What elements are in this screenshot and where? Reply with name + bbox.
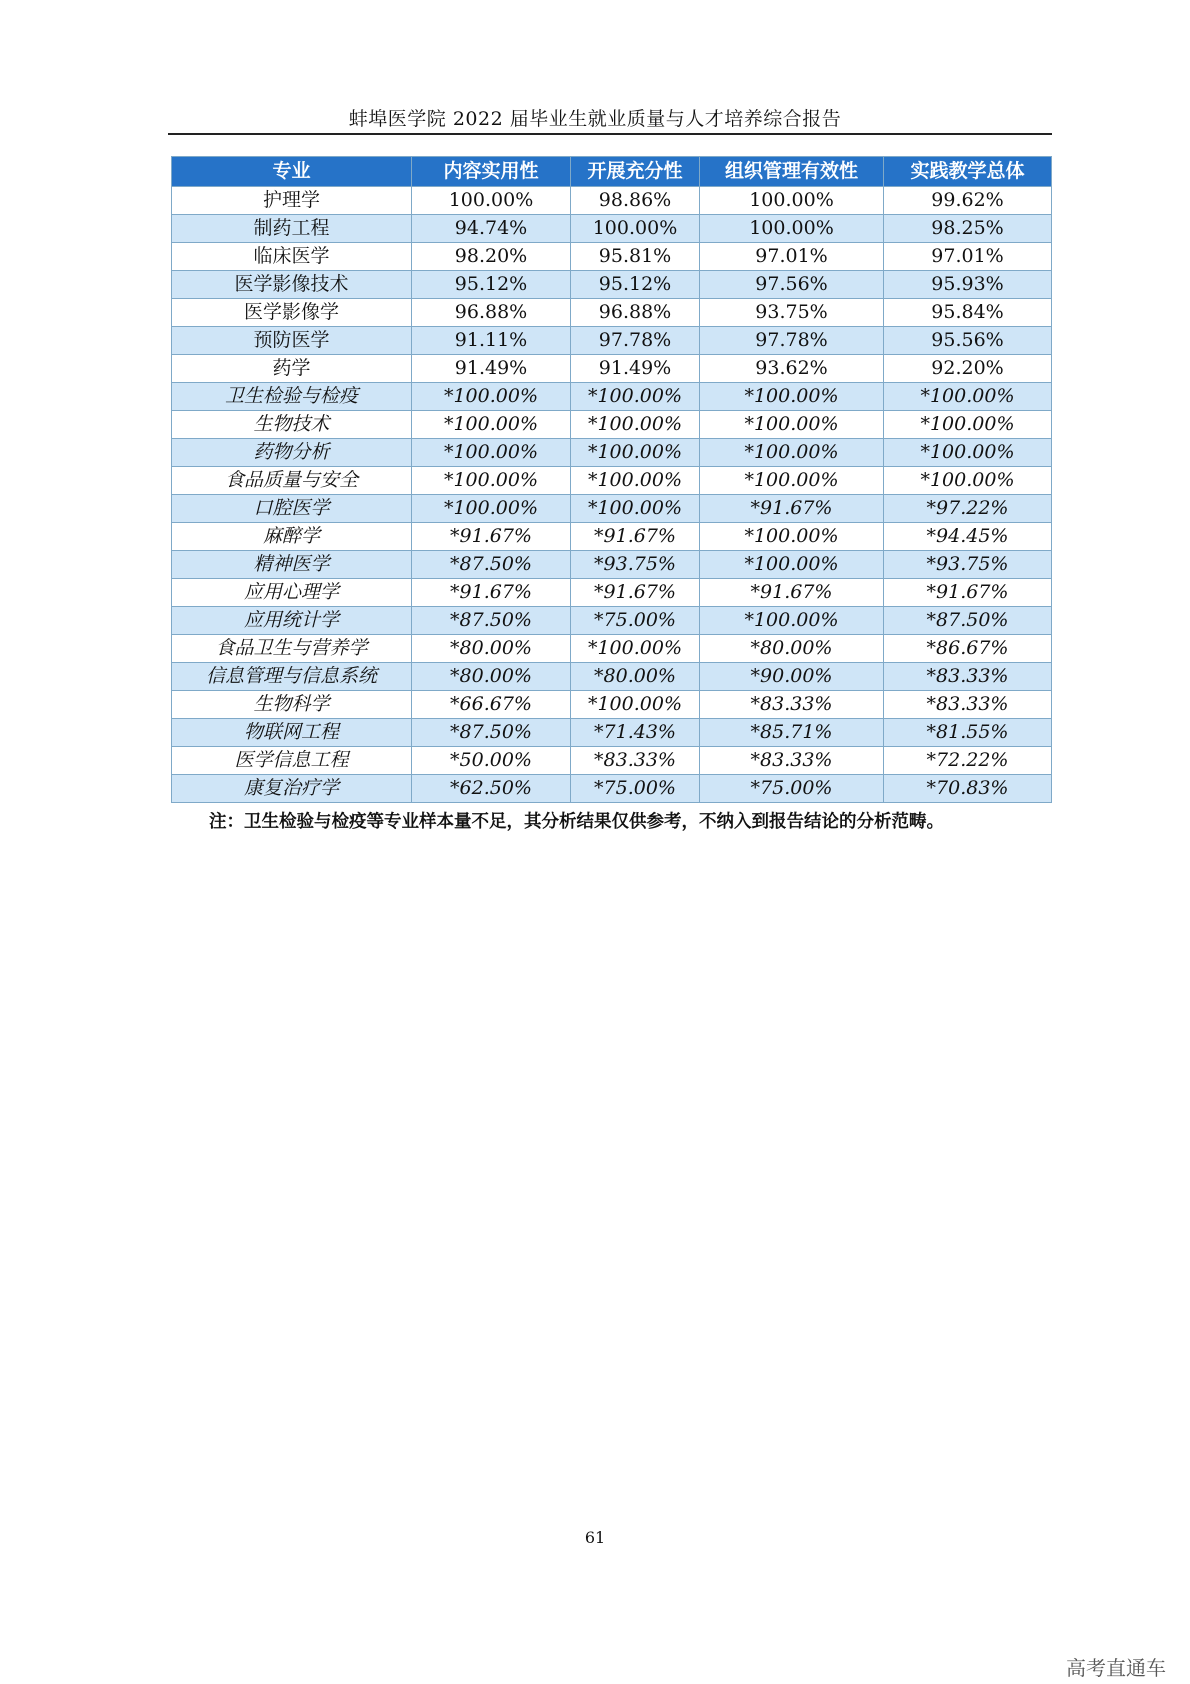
cell-overall: *94.45% (884, 523, 1052, 551)
cell-content-practicality: *87.50% (412, 719, 571, 747)
table-body (172, 187, 1052, 803)
table-row (172, 271, 1052, 299)
practice-teaching-table (171, 156, 1052, 803)
cell-implementation-adequacy: *100.00% (571, 635, 700, 663)
cell-management-effectiveness: *100.00% (700, 411, 884, 439)
table-row (172, 215, 1052, 243)
cell-management-effectiveness: 97.78% (700, 327, 884, 355)
column-header-content-practicality: 内容实用性 (412, 157, 571, 187)
table-row (172, 607, 1052, 635)
cell-overall: 98.25% (884, 215, 1052, 243)
cell-implementation-adequacy: *71.43% (571, 719, 700, 747)
cell-content-practicality: *100.00% (412, 439, 571, 467)
cell-content-practicality: *100.00% (412, 411, 571, 439)
column-header-management-effectiveness: 组织管理有效性 (700, 157, 884, 187)
cell-overall: *100.00% (884, 467, 1052, 495)
cell-content-practicality: 95.12% (412, 271, 571, 299)
cell-management-effectiveness: *85.71% (700, 719, 884, 747)
cell-management-effectiveness: *83.33% (700, 747, 884, 775)
cell-implementation-adequacy: *80.00% (571, 663, 700, 691)
cell-overall: 99.62% (884, 187, 1052, 215)
cell-major: 应用统计学 (172, 607, 412, 635)
cell-content-practicality: *62.50% (412, 775, 571, 803)
cell-management-effectiveness: *91.67% (700, 495, 884, 523)
cell-overall: *100.00% (884, 411, 1052, 439)
cell-management-effectiveness: *91.67% (700, 579, 884, 607)
cell-implementation-adequacy: *75.00% (571, 607, 700, 635)
cell-overall: *100.00% (884, 439, 1052, 467)
cell-implementation-adequacy: *100.00% (571, 383, 700, 411)
cell-major: 制药工程 (172, 215, 412, 243)
table-row (172, 663, 1052, 691)
cell-implementation-adequacy: *100.00% (571, 411, 700, 439)
cell-content-practicality: 96.88% (412, 299, 571, 327)
cell-content-practicality: *80.00% (412, 635, 571, 663)
cell-implementation-adequacy: *93.75% (571, 551, 700, 579)
cell-content-practicality: *91.67% (412, 579, 571, 607)
column-header-overall: 实践教学总体 (884, 157, 1052, 187)
table-row (172, 523, 1052, 551)
cell-implementation-adequacy: 97.78% (571, 327, 700, 355)
cell-overall: *83.33% (884, 663, 1052, 691)
table-row (172, 299, 1052, 327)
cell-implementation-adequacy: *100.00% (571, 691, 700, 719)
cell-overall: *81.55% (884, 719, 1052, 747)
cell-implementation-adequacy: *75.00% (571, 775, 700, 803)
cell-management-effectiveness: 93.62% (700, 355, 884, 383)
cell-content-practicality: *66.67% (412, 691, 571, 719)
cell-management-effectiveness: *80.00% (700, 635, 884, 663)
cell-content-practicality: *100.00% (412, 383, 571, 411)
cell-content-practicality: *80.00% (412, 663, 571, 691)
cell-management-effectiveness: 93.75% (700, 299, 884, 327)
cell-overall: *97.22% (884, 495, 1052, 523)
cell-major: 药学 (172, 355, 412, 383)
cell-major: 食品卫生与营养学 (172, 635, 412, 663)
cell-content-practicality: *91.67% (412, 523, 571, 551)
cell-content-practicality: 94.74% (412, 215, 571, 243)
column-header-major: 专业 (172, 157, 412, 187)
cell-management-effectiveness: *100.00% (700, 551, 884, 579)
cell-management-effectiveness: 97.56% (700, 271, 884, 299)
cell-major: 麻醉学 (172, 523, 412, 551)
cell-content-practicality: 91.49% (412, 355, 571, 383)
cell-major: 信息管理与信息系统 (172, 663, 412, 691)
cell-overall: *72.22% (884, 747, 1052, 775)
cell-management-effectiveness: 100.00% (700, 215, 884, 243)
cell-content-practicality: 100.00% (412, 187, 571, 215)
table-header-row (172, 157, 1052, 187)
cell-content-practicality: *50.00% (412, 747, 571, 775)
cell-major: 精神医学 (172, 551, 412, 579)
cell-overall: *86.67% (884, 635, 1052, 663)
cell-major: 生物科学 (172, 691, 412, 719)
cell-implementation-adequacy: *100.00% (571, 495, 700, 523)
table-row (172, 355, 1052, 383)
cell-major: 口腔医学 (172, 495, 412, 523)
cell-overall: 97.01% (884, 243, 1052, 271)
table-row (172, 691, 1052, 719)
cell-overall: *70.83% (884, 775, 1052, 803)
cell-major: 应用心理学 (172, 579, 412, 607)
cell-implementation-adequacy: *91.67% (571, 523, 700, 551)
header-divider (168, 133, 1052, 135)
cell-major: 卫生检验与检疫 (172, 383, 412, 411)
cell-management-effectiveness: 97.01% (700, 243, 884, 271)
cell-management-effectiveness: *83.33% (700, 691, 884, 719)
table-row (172, 635, 1052, 663)
table-row (172, 383, 1052, 411)
cell-management-effectiveness: 100.00% (700, 187, 884, 215)
table-row (172, 719, 1052, 747)
cell-major: 医学信息工程 (172, 747, 412, 775)
cell-overall: 95.93% (884, 271, 1052, 299)
table-row (172, 243, 1052, 271)
cell-major: 药物分析 (172, 439, 412, 467)
table-row (172, 551, 1052, 579)
cell-implementation-adequacy: *91.67% (571, 579, 700, 607)
cell-major: 护理学 (172, 187, 412, 215)
cell-major: 康复治疗学 (172, 775, 412, 803)
cell-implementation-adequacy: *83.33% (571, 747, 700, 775)
cell-implementation-adequacy: *100.00% (571, 467, 700, 495)
cell-management-effectiveness: *100.00% (700, 467, 884, 495)
cell-management-effectiveness: *100.00% (700, 607, 884, 635)
cell-content-practicality: *87.50% (412, 607, 571, 635)
cell-overall: *93.75% (884, 551, 1052, 579)
table-row (172, 327, 1052, 355)
cell-content-practicality: *100.00% (412, 495, 571, 523)
cell-overall: 95.56% (884, 327, 1052, 355)
cell-content-practicality: *100.00% (412, 467, 571, 495)
table-row (172, 579, 1052, 607)
cell-management-effectiveness: *100.00% (700, 383, 884, 411)
cell-content-practicality: *87.50% (412, 551, 571, 579)
table-footnote: 注：卫生检验与检疫等专业样本量不足，其分析结果仅供参考，不纳入到报告结论的分析范畴。 (209, 812, 944, 832)
cell-overall: 92.20% (884, 355, 1052, 383)
cell-major: 医学影像学 (172, 299, 412, 327)
cell-management-effectiveness: *75.00% (700, 775, 884, 803)
cell-management-effectiveness: *90.00% (700, 663, 884, 691)
cell-implementation-adequacy: 100.00% (571, 215, 700, 243)
table-row (172, 187, 1052, 215)
cell-overall: 95.84% (884, 299, 1052, 327)
cell-major: 生物技术 (172, 411, 412, 439)
cell-overall: *100.00% (884, 383, 1052, 411)
table-row (172, 495, 1052, 523)
table-row (172, 747, 1052, 775)
cell-overall: *87.50% (884, 607, 1052, 635)
cell-management-effectiveness: *100.00% (700, 523, 884, 551)
table-row (172, 775, 1052, 803)
cell-major: 食品质量与安全 (172, 467, 412, 495)
cell-major: 预防医学 (172, 327, 412, 355)
cell-management-effectiveness: *100.00% (700, 439, 884, 467)
cell-implementation-adequacy: 95.12% (571, 271, 700, 299)
cell-major: 医学影像技术 (172, 271, 412, 299)
cell-implementation-adequacy: 98.86% (571, 187, 700, 215)
table-row (172, 411, 1052, 439)
cell-content-practicality: 91.11% (412, 327, 571, 355)
cell-implementation-adequacy: *100.00% (571, 439, 700, 467)
cell-implementation-adequacy: 96.88% (571, 299, 700, 327)
cell-implementation-adequacy: 95.81% (571, 243, 700, 271)
column-header-implementation-adequacy: 开展充分性 (571, 157, 700, 187)
cell-overall: *91.67% (884, 579, 1052, 607)
watermark-text: 高考直通车 (1066, 1656, 1166, 1680)
report-header-title: 蚌埠医学院 2022 届毕业生就业质量与人才培养综合报告 (348, 108, 842, 130)
table-row (172, 467, 1052, 495)
cell-major: 临床医学 (172, 243, 412, 271)
cell-content-practicality: 98.20% (412, 243, 571, 271)
cell-overall: *83.33% (884, 691, 1052, 719)
cell-implementation-adequacy: 91.49% (571, 355, 700, 383)
table-row (172, 439, 1052, 467)
page-number: 61 (584, 1528, 606, 1547)
cell-major: 物联网工程 (172, 719, 412, 747)
